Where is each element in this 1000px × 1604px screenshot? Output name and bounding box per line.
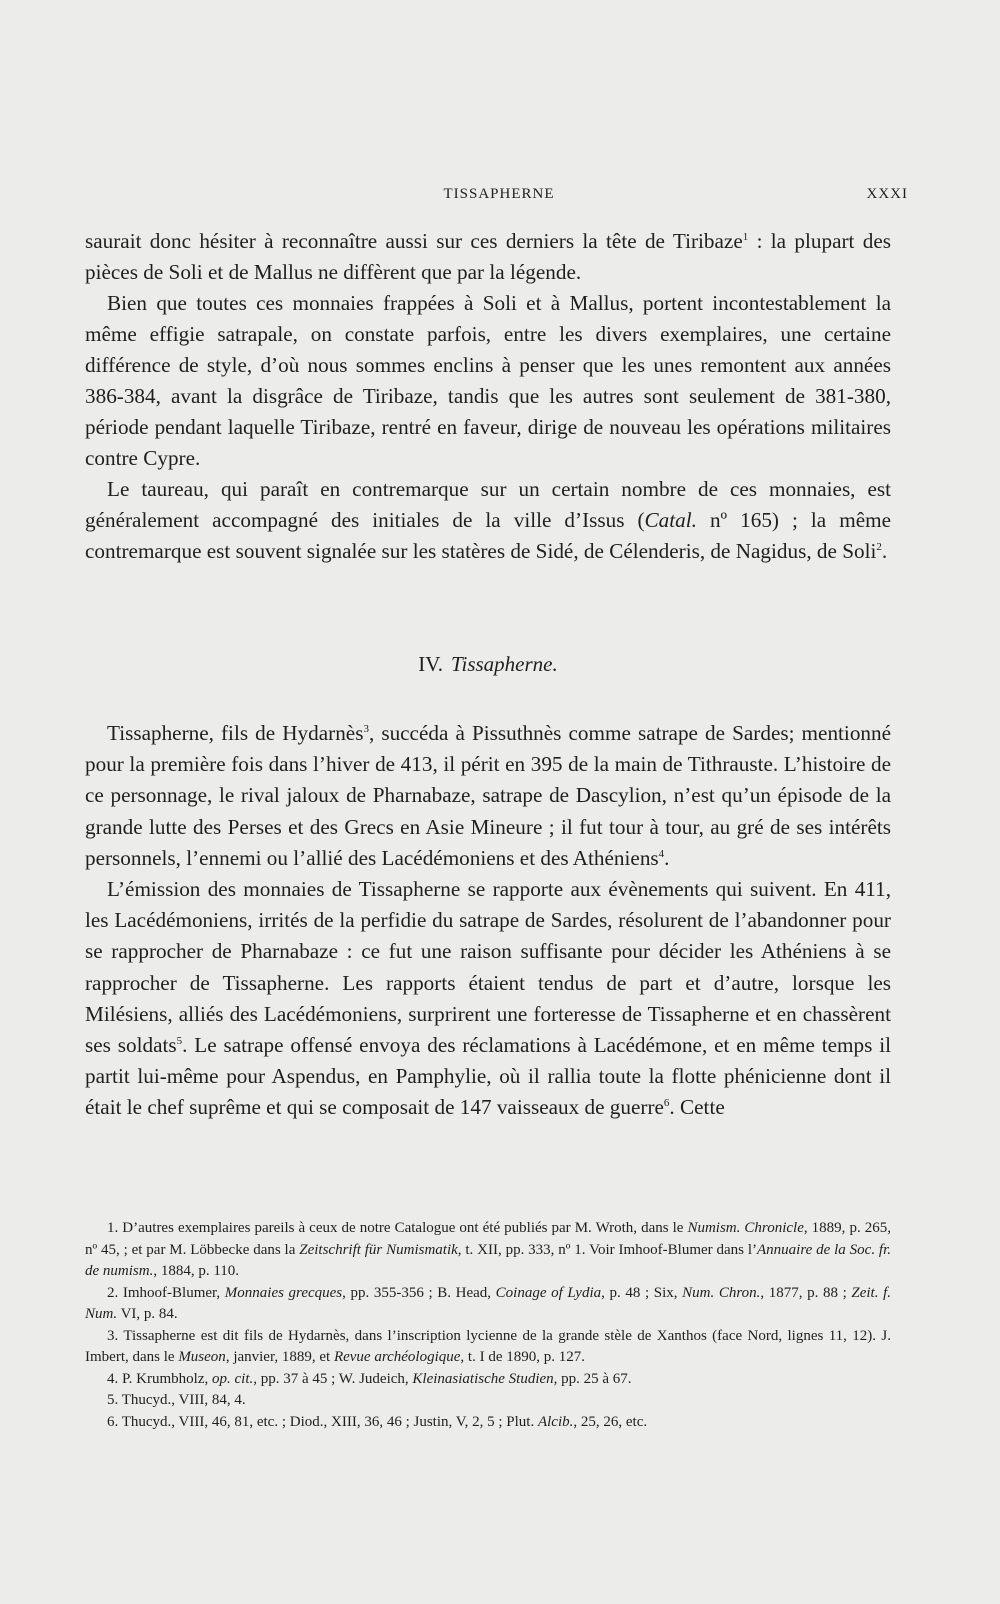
footnote-text: VI, p. 84. xyxy=(117,1306,178,1322)
footnote-text: , t. I de 1890, p. 127. xyxy=(460,1349,585,1365)
paragraph-text: nº 165) ; la même contremarque est souvent signalée sur les statères de Sidé, de Célenderis, de Nagidus, de Soli xyxy=(85,508,891,563)
footnote-text: , 25, 26, etc. xyxy=(573,1413,648,1430)
paragraph: Bien que toutes ces monnaies frappées à Soli et à Mallus, portent incontestablement la même effigie satrapale, on constate parfois, entre les divers exemplaires, une certaine différence de style, d’où nous sommes enclins à penser que les unes remontent aux années 386-384, avant la disgrâce de Tiribaze, tandis que les autres sont seulement de 381-380, période pendant laquelle Tiribaze, rentré en faveur, dirige de nouveau les opérations militaires contre Cypre. xyxy=(85,291,891,470)
footnote-italic: Annuaire de la Soc. fr. de numism. xyxy=(85,1241,892,1279)
paragraph-italic: Catal. xyxy=(644,508,697,532)
footnote-text: 6. Thucyd., VIII, 46, 81, etc. ; Diod., XIII, 36, 46 ; Justin, V, 2, 5 ; Plut. xyxy=(107,1413,538,1430)
footnote-italic: Kleinasiatische Studien xyxy=(412,1370,554,1387)
footnote-ref: 1 xyxy=(742,230,749,243)
footnote-italic: Monnaies grecques xyxy=(224,1284,343,1301)
running-head-title: TISSAPHERNE xyxy=(443,186,555,202)
footnote-italic: op. cit. xyxy=(212,1370,254,1387)
paragraph-text: saurait donc hésiter à reconnaître aussi sur ces derniers la tête de Tiribaze xyxy=(85,229,743,253)
footnotes xyxy=(85,1218,891,1433)
section-heading xyxy=(85,652,891,677)
footnote-1 xyxy=(85,1218,891,1283)
footnote-ref: 4 xyxy=(658,847,665,860)
footnote-italic: Zeitschrift für Numismatik xyxy=(299,1241,458,1258)
footnote-text: , pp. 37 à 45 ; W. Judeich, xyxy=(253,1370,413,1387)
footnote-italic: Museon xyxy=(178,1349,226,1365)
paragraph xyxy=(85,474,891,567)
section-4-body xyxy=(85,718,891,1124)
footnote-italic: Revue archéologique xyxy=(333,1349,461,1365)
page-number: XXXI xyxy=(866,186,908,202)
footnote-text: , t. XII, pp. 333, nº 1. Voir Imhoof-Blumer dans l’ xyxy=(457,1241,758,1258)
footnote-ref: 2 xyxy=(876,540,882,553)
footnote-italic: Zeit. f. Num. xyxy=(85,1284,892,1322)
paragraph xyxy=(85,226,891,288)
section-3-continuation xyxy=(85,226,891,567)
section-title: Tissapherne. xyxy=(450,652,558,676)
paragraph xyxy=(85,718,891,874)
footnote-italic: Coinage of Lydia xyxy=(495,1284,602,1301)
paragraph-text: . xyxy=(664,845,670,870)
footnote-text: , 1877, p. 88 ; xyxy=(760,1284,852,1301)
footnote-ref: 3 xyxy=(363,722,369,735)
footnote-6 xyxy=(85,1412,891,1434)
paragraph-text: Le taureau, qui paraît en contremarque sur un certain nombre de ces monnaies, est généralement accompagné des initiales de la ville d’Issus ( xyxy=(85,477,891,532)
paragraph-text: . Cette xyxy=(669,1095,725,1120)
footnote-5: 5. Thucyd., VIII, 84, 4. xyxy=(107,1392,246,1408)
paragraph xyxy=(85,874,891,1124)
footnote-4 xyxy=(85,1369,891,1391)
paragraph-text: , succéda à Pissuthnès comme satrape de Sardes; mentionné pour la première fois dans l’hiver de 413, il périt en 395 de la main de Tithrauste. L’histoire de ce personnage, le rival jaloux de Pharnabaze, satrape de Dascylion, n’est qu’un épisode de la grande lutte des Perses et des Grecs en Asie Mineure ; il fut tour à tour, au gré de ses intérêts personnels, l’ennemi ou l’allié des Lacédémoniens et des Athéniens xyxy=(85,721,891,870)
footnote-ref: 6 xyxy=(663,1097,670,1110)
footnote-text: , p. 48 ; Six, xyxy=(601,1284,683,1301)
footnote-3 xyxy=(85,1326,891,1369)
footnote-text: 4. P. Krumbholz, xyxy=(107,1370,212,1387)
paragraph-text: . xyxy=(881,539,888,563)
footnote-text: , pp. 25 à 67. xyxy=(553,1370,632,1387)
footnote-text: , pp. 355-356 ; B. Head, xyxy=(342,1284,496,1301)
footnote-italic: Num. Chron. xyxy=(682,1284,761,1301)
footnote-2 xyxy=(85,1283,891,1326)
footnote-text: , 1884, p. 110. xyxy=(153,1263,240,1279)
footnote-text: , janvier, 1889, et xyxy=(225,1349,334,1365)
paragraph-text: L’émission des monnaies de Tissapherne se rapporte aux évènements qui suivent. En 411, les Lacédémoniens, irrités de la perfidie du satrape de Sardes, résolurent de l’abandonner pour se rapprocher de Pharnabaze : ce fut une raison suffisante pour décider les Athéniens à se rapprocher de Tissapherne. Les rapports étaient tendus de part et d’autre, lorsque les Milésiens, alliés des Lacédémoniens, surprirent une forteresse de Tissapherne et en chassèrent ses soldats xyxy=(85,877,891,1058)
section-number: IV. xyxy=(418,652,443,676)
footnote-ref: 5 xyxy=(176,1034,183,1047)
paragraph-text: : la plupart des pièces de Soli et de Mallus ne diffèrent que par la légende. xyxy=(85,229,892,284)
footnote-text: , 1889, p. 265, nº 45, ; et par M. Löbbecke dans la xyxy=(85,1220,891,1258)
running-head xyxy=(90,186,908,210)
paragraph-text: . Le satrape offensé envoya des réclamations à Lacédémone, et en même temps il partit lui-même pour Aspendus, en Pamphylie, où il rallia toute la flotte phénicienne dont il était le chef suprême et qui se composait de 147 vaisseaux de guerre xyxy=(85,1033,891,1120)
paragraph-text: Tissapherne, fils de Hydarnès xyxy=(107,721,364,745)
footnote-italic: Alcib. xyxy=(537,1413,574,1430)
footnote-text: 2. Imhoof-Blumer, xyxy=(107,1284,225,1301)
footnote-italic: Numism. Chronicle xyxy=(687,1220,804,1236)
footnote-text: 3. Tissapherne est dit fils de Hydarnès, dans l’inscription lycienne de la grande stèle de Xanthos (face Nord, lignes 11, 12). J. Imbert, dans le xyxy=(85,1327,891,1365)
footnote-text: 1. D’autres exemplaires pareils à ceux de notre Catalogue ont été publiés par M. Wroth, dans le xyxy=(107,1220,688,1236)
